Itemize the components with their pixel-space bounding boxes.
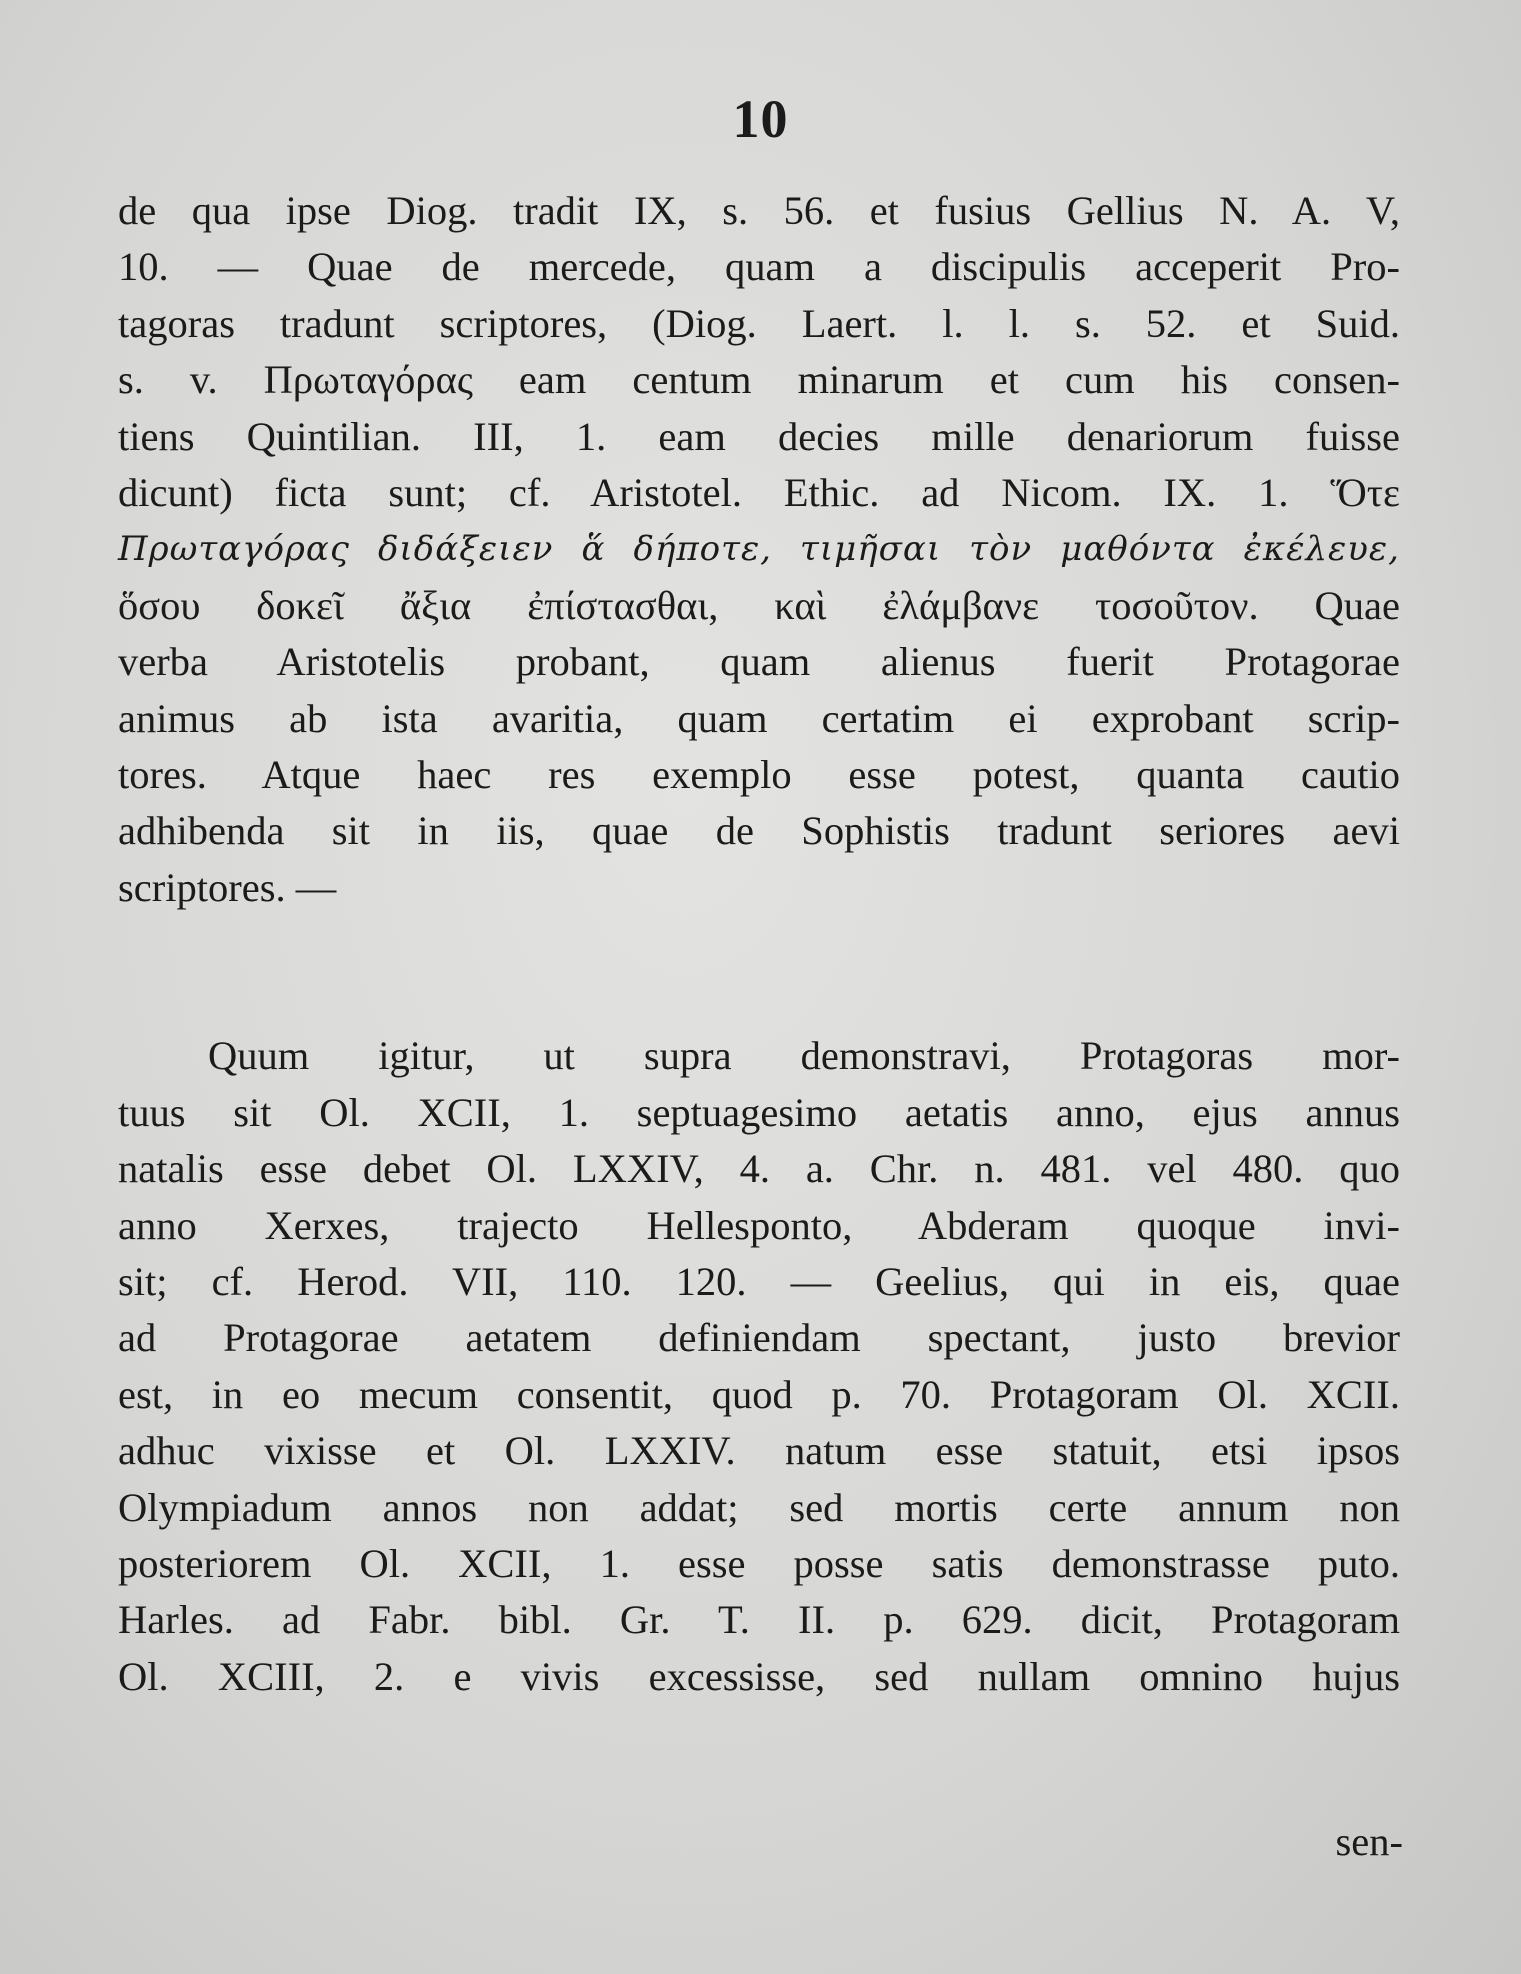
- text-line: animus ab ista avaritia, quam certatim ei exprobant scrip-: [118, 695, 1400, 741]
- text-line: s. v. Πρωταγόρας eam centum minarum et cum his consen-: [118, 357, 1400, 403]
- text-line: natalis esse debet Ol. LXXIV, 4. a. Chr. n. 481. vel 480. quo: [118, 1146, 1400, 1192]
- text-line-greek: Πρωταγόρας διδάξειεν ἅ δήποτε, τιμῆσαι τὸν μαθόντα ἐκέλευε,: [118, 529, 1400, 570]
- text-line: de qua ipse Diog. tradit IX, s. 56. et fusius Gellius N. A. V,: [118, 188, 1400, 233]
- text-line: dicunt) ficta sunt; cf. Aristotel. Ethic. ad Nicom. IX. 1. Ὅτε: [118, 470, 1400, 516]
- text-line: tores. Atque haec res exemplo esse potest, quanta cautio: [118, 752, 1400, 798]
- text-line: adhibenda sit in iis, quae de Sophistis tradunt seriores aevi: [118, 808, 1400, 854]
- text-line: tagoras tradunt scriptores, (Diog. Laert. l. l. s. 52. et Suid.: [118, 300, 1400, 346]
- text-line: Ol. XCIII, 2. e vivis excessisse, sed nullam omnino hujus: [118, 1653, 1400, 1699]
- page-number: 10: [732, 89, 789, 149]
- page-body-text: [118, 183, 1400, 1705]
- text-line: scriptores. —: [118, 864, 337, 910]
- text-line: posteriorem Ol. XCII, 1. esse posse satis demonstrasse puto.: [118, 1540, 1400, 1586]
- paragraph-break: [118, 916, 1400, 1028]
- text-line: Quum igitur, ut supra demonstravi, Protagoras mor-: [208, 1033, 1400, 1079]
- text-line: adhuc vixisse et Ol. LXXIV. natum esse statuit, etsi ipsos: [118, 1428, 1400, 1474]
- text-line: est, in eo mecum consentit, quod p. 70. Protagoram Ol. XCII.: [118, 1371, 1400, 1417]
- text-line: ad Protagorae aetatem definiendam spectant, justo brevior: [118, 1315, 1400, 1361]
- text-line: Olympiadum annos non addat; sed mortis certe annum non: [118, 1484, 1400, 1530]
- text-line: sit; cf. Herod. VII, 110. 120. — Geelius, qui in eis, quae: [118, 1258, 1400, 1304]
- text-line: tuus sit Ol. XCII, 1. septuagesimo aetatis anno, ejus annus: [118, 1089, 1400, 1135]
- text-line: anno Xerxes, trajecto Hellesponto, Abderam quoque invi-: [118, 1202, 1400, 1248]
- text-line: 10. — Quae de mercede, quam a discipulis acceperit Pro-: [118, 244, 1400, 290]
- text-line: verba Aristotelis probant, quam alienus fuerit Protagorae: [118, 639, 1400, 685]
- text-line: tiens Quintilian. III, 1. eam decies mille denariorum fuisse: [118, 413, 1400, 459]
- text-line: Harles. ad Fabr. bibl. Gr. T. II. p. 629. dicit, Protagoram: [118, 1597, 1400, 1643]
- text-line-greek: ὅσου δοκεῖ ἄξια ἐπίστασθαι, καὶ ἐλάμβανε τοσοῦτον. Quae: [118, 582, 1400, 628]
- catchword: sen-: [1335, 1819, 1403, 1864]
